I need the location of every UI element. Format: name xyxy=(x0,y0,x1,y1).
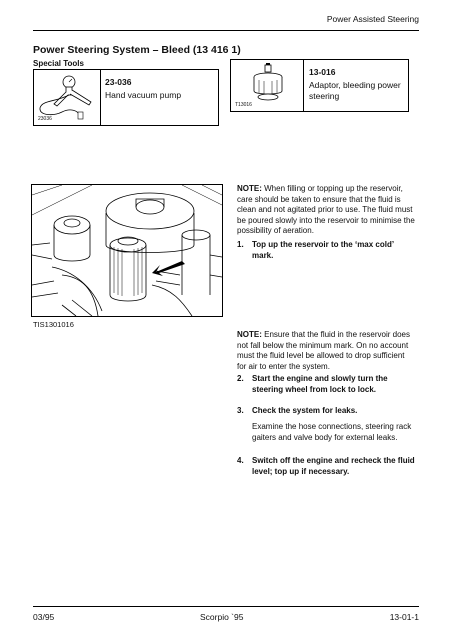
tool-box-divider xyxy=(303,60,304,111)
step-number: 3. xyxy=(237,406,244,415)
step-text: Start the engine and slowly turn the steering wheel from lock to lock. xyxy=(252,374,388,394)
tool-box-23036 xyxy=(33,69,219,126)
running-header: Power Assisted Steering xyxy=(326,14,419,24)
footer-rule xyxy=(33,606,419,607)
step-1 xyxy=(237,240,415,261)
footer-date: 03/95 xyxy=(33,612,55,622)
note-label: NOTE: xyxy=(237,330,262,339)
page-title: Power Steering System – Bleed (13 416 1) xyxy=(33,44,241,56)
note-1 xyxy=(237,184,415,237)
tool-box-divider xyxy=(100,70,101,125)
note-2 xyxy=(237,330,415,372)
tool-name: Adaptor, bleeding power steering xyxy=(309,80,401,101)
step-number: 4. xyxy=(237,456,244,465)
tool-box-13016 xyxy=(230,59,409,112)
header-rule xyxy=(33,30,419,31)
step-3-detail: Examine the hose connections, steering rack gaiters and valve body for external leaks. xyxy=(252,422,412,442)
engine-bay-illustration xyxy=(32,185,222,316)
engine-bay-figure xyxy=(31,184,223,317)
note-text: Ensure that the fluid in the reservoir does not fall below the minimum mark. On no account must the fluid level be allowed to drop sufficient for air to enter the system. xyxy=(237,330,410,371)
step-2 xyxy=(237,374,415,395)
step-3 xyxy=(237,406,415,417)
step-text: Switch off the engine and recheck the fluid level; top up if necessary. xyxy=(252,456,415,476)
tool-code: 23-036 xyxy=(105,77,132,87)
tool-code: 13-016 xyxy=(309,67,336,77)
step-text: Check the system for leaks. xyxy=(252,406,358,415)
step-number: 1. xyxy=(237,240,244,249)
step-text: Top up the reservoir to the ‘max cold’ mark. xyxy=(252,240,394,260)
footer-page-number: 13-01-1 xyxy=(389,612,419,622)
tool-image-ref: 23036 xyxy=(38,116,52,122)
bleeding-adaptor-illustration xyxy=(239,63,297,103)
note-text: When filling or topping up the reservoir, care should be taken to ensure that the fluid is clean and not agitated prior to use. The fluid must be poured slowly into the reservoir to minimise the possibility of aeration. xyxy=(237,184,415,235)
vacuum-pump-illustration xyxy=(36,72,98,122)
note-label: NOTE: xyxy=(237,184,262,193)
step-number: 2. xyxy=(237,374,244,383)
tool-image-ref: T13016 xyxy=(235,102,252,108)
step-4 xyxy=(237,456,415,477)
figure-caption: TIS1301016 xyxy=(33,320,74,329)
special-tools-heading: Special Tools xyxy=(33,59,84,68)
footer-model: Scorpio `95 xyxy=(200,612,244,622)
tool-name: Hand vacuum pump xyxy=(105,90,182,100)
